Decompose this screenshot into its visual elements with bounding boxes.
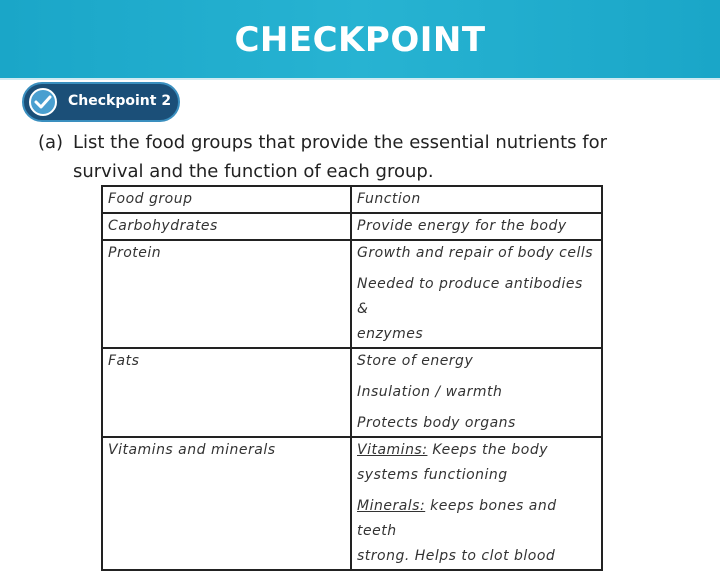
header-food-group: Food group — [102, 186, 351, 213]
vitamins-line-2: systems functioning — [357, 467, 508, 483]
cell-food-group: Protein — [102, 240, 351, 348]
banner-divider — [0, 78, 720, 80]
function-line: Growth and repair of body cells — [357, 245, 594, 261]
cell-food-group: Vitamins and minerals — [102, 437, 351, 570]
cell-food-group: Fats — [102, 348, 351, 437]
minerals-label: Minerals: — [357, 498, 426, 514]
vitamins-line — [357, 438, 596, 463]
question-text: List the food groups that provide the essential nutrients for survival and the function of each group. — [73, 132, 607, 182]
check-circle-icon — [28, 87, 58, 117]
cell-function — [351, 437, 602, 570]
header-function: Function — [351, 186, 602, 213]
minerals-line — [357, 494, 596, 544]
function-line: Needed to produce antibodies & — [357, 276, 583, 317]
function-line: Insulation / warmth — [357, 384, 503, 400]
food-group-table — [101, 185, 603, 571]
vitamins-label: Vitamins: — [357, 442, 428, 458]
function-line: Protects body organs — [357, 415, 516, 431]
badge-label: Checkpoint 2 — [68, 93, 172, 109]
minerals-line-2: strong. Helps to clot blood — [357, 548, 556, 564]
cell-function — [351, 240, 602, 348]
minerals-text: keeps bones and teeth — [357, 498, 557, 539]
table-row — [102, 240, 602, 348]
banner-title: CHECKPOINT — [234, 20, 486, 60]
cell-food-group: Carbohydrates — [102, 213, 351, 240]
cell-function — [351, 348, 602, 437]
table-row — [102, 213, 602, 240]
table-header-row — [102, 186, 602, 213]
vitamins-text: Keeps the body — [427, 442, 548, 458]
question-number: (a) — [38, 132, 64, 153]
checkpoint-banner — [0, 0, 720, 80]
checkpoint-badge — [22, 82, 180, 122]
table-row — [102, 348, 602, 437]
function-line: Store of energy — [357, 353, 474, 369]
cell-function: Provide energy for the body — [351, 213, 602, 240]
function-line: enzymes — [357, 326, 424, 342]
table-row — [102, 437, 602, 570]
